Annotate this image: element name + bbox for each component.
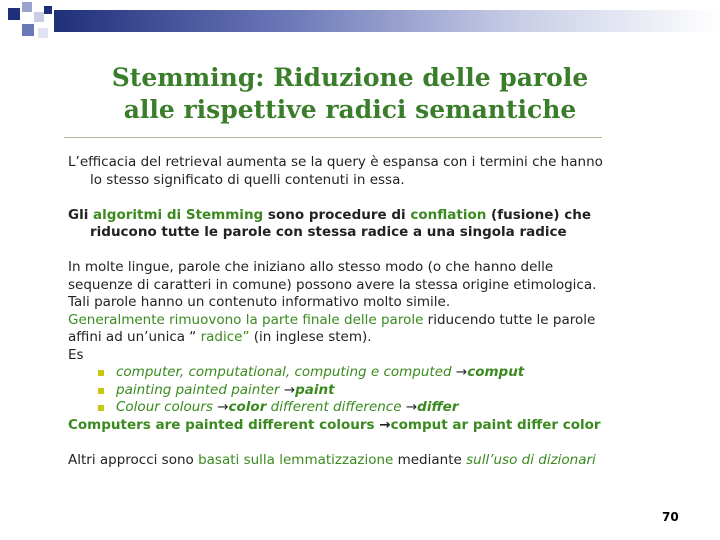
text: (fusione) che bbox=[486, 206, 592, 223]
deco-square bbox=[22, 2, 32, 12]
text: Altri approcci sono bbox=[68, 451, 199, 468]
slide-title bbox=[60, 62, 640, 126]
highlight-text: algoritmi di Stemming bbox=[93, 206, 264, 223]
text: Gli bbox=[68, 206, 94, 223]
header-decoration bbox=[0, 0, 720, 50]
text: computer, computational, computing e computed bbox=[116, 364, 456, 380]
example-list bbox=[68, 364, 688, 417]
deco-square bbox=[44, 6, 52, 14]
deco-square bbox=[8, 8, 20, 20]
deco-square bbox=[22, 24, 34, 36]
text: Tali parole hanno un contenuto informativo molto simile. bbox=[68, 294, 451, 310]
text: color bbox=[228, 399, 267, 415]
slide-body bbox=[68, 154, 688, 469]
text: paint bbox=[295, 381, 335, 398]
paragraph-4 bbox=[68, 312, 688, 347]
arrow-icon: → bbox=[217, 399, 229, 415]
example-label: Es bbox=[68, 346, 84, 363]
highlight-text: Generalmente rimuovono la parte finale delle parole bbox=[68, 311, 424, 328]
text: Computers are painted different colours bbox=[68, 416, 380, 433]
text: sequenze di caratteri in comune) possono avere la stessa origine etimologica. bbox=[68, 276, 597, 293]
text: In molte lingue, parole che iniziano allo stesso modo (o che hanno delle bbox=[68, 259, 554, 275]
text: affini ad un’unica “ bbox=[68, 329, 201, 345]
text: L’efficacia del retrieval aumenta se la query è espansa con i termini che hanno bbox=[68, 154, 603, 170]
text: (in inglese stem). bbox=[249, 329, 372, 345]
text: painting painted painter bbox=[116, 381, 284, 398]
text: different difference bbox=[266, 399, 406, 415]
text: lo stesso significato di quelli contenuti in essa. bbox=[90, 171, 405, 188]
text: comput ar paint differ color bbox=[390, 416, 601, 433]
list-item bbox=[98, 382, 688, 400]
header-gradient-bar bbox=[54, 10, 720, 32]
page-number: 70 bbox=[662, 510, 679, 524]
deco-square bbox=[34, 12, 44, 22]
arrow-icon: → bbox=[379, 416, 391, 433]
arrow-icon: → bbox=[455, 364, 468, 380]
paragraph-3 bbox=[68, 259, 688, 312]
text: differ bbox=[417, 399, 459, 415]
text: Colour colours bbox=[116, 399, 218, 415]
arrow-icon: → bbox=[405, 399, 418, 415]
list-item bbox=[98, 399, 688, 417]
paragraph-5 bbox=[68, 452, 688, 470]
text: sono procedure di bbox=[263, 206, 411, 223]
deco-square bbox=[38, 28, 48, 38]
title-line-1: Stemming: Riduzione delle parole bbox=[111, 63, 589, 92]
highlight-text: radice” bbox=[200, 329, 250, 345]
paragraph-1 bbox=[68, 154, 688, 189]
title-line-2: alle rispettive radici semantiche bbox=[123, 95, 577, 124]
arrow-icon: → bbox=[283, 381, 296, 398]
text: riducendo tutte le parole bbox=[423, 311, 596, 328]
list-item bbox=[98, 364, 688, 382]
paragraph-2 bbox=[68, 207, 688, 242]
highlight-text: sull’uso di dizionari bbox=[466, 451, 596, 468]
highlight-text: basati sulla lemmatizzazione bbox=[198, 451, 394, 468]
text: riducono tutte le parole con stessa radice a una singola radice bbox=[90, 224, 567, 240]
highlight-text: conflation bbox=[410, 206, 487, 223]
summary-line bbox=[68, 417, 688, 435]
title-divider bbox=[64, 137, 602, 138]
text: mediante bbox=[393, 451, 467, 468]
text: comput bbox=[467, 364, 525, 380]
